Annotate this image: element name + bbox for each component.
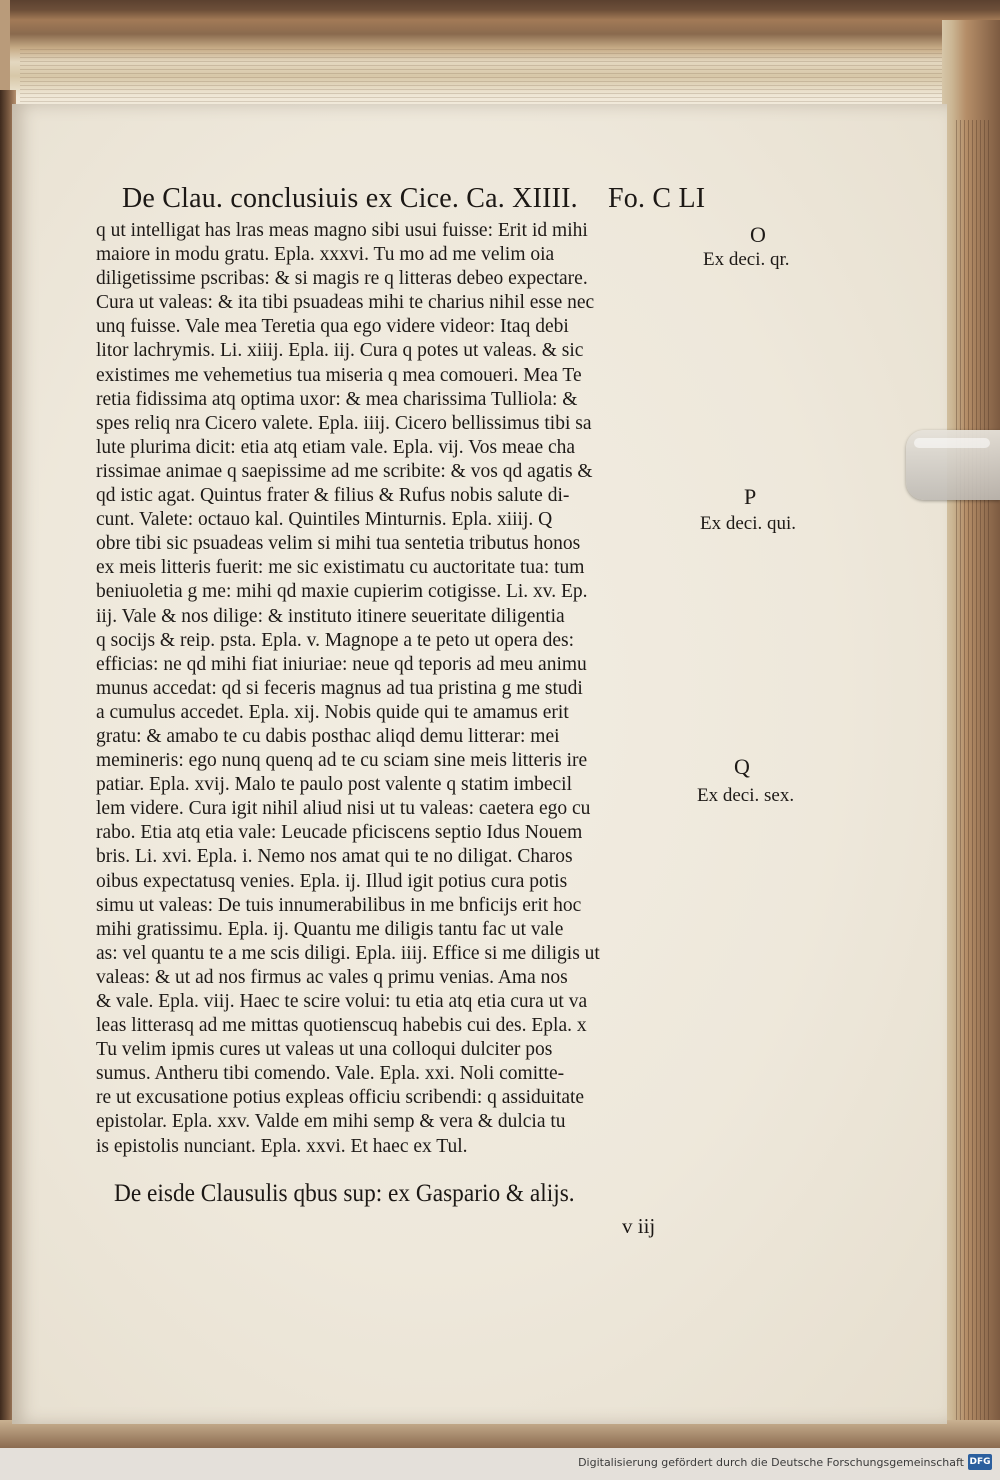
text-line bbox=[96, 556, 716, 580]
text-line-content: valeas: & ut ad nos firmus ac vales q primu venias. Ama nos bbox=[96, 966, 568, 988]
text-line bbox=[96, 870, 716, 894]
text-line-content: ex meis litteris fuerit: me sic existimatu cu auctoritate tua: tum bbox=[96, 557, 585, 579]
text-line-content: obre tibi sic psuadeas velim si mihi tua sentetia tributus honos bbox=[96, 533, 581, 555]
text-line bbox=[96, 990, 716, 1014]
text-line-content: bris. Li. xvi. Epla. i. Nemo nos amat qui te no diligat. Charos bbox=[96, 846, 573, 868]
text-line-content: leas litterasq ad me mittas quotienscuq habebis cui des. Epla. x bbox=[96, 1015, 587, 1037]
text-line bbox=[96, 845, 716, 869]
text-line bbox=[96, 725, 716, 749]
text-line bbox=[96, 1062, 716, 1086]
text-line bbox=[96, 918, 716, 942]
book-bottom-edge bbox=[0, 1420, 1000, 1448]
text-line-content: efficias: ne qd mihi fiat iniuriae: neue qd teporis ad meu animu bbox=[96, 653, 587, 675]
closing-rubric: De eisde Clausulis qbus sup: ex Gaspario & alijs. bbox=[114, 1180, 575, 1207]
text-line-content: retia fidissima atq optima uxor: & mea charissima Tulliola: & bbox=[96, 388, 578, 410]
text-line bbox=[96, 629, 716, 653]
text-line bbox=[96, 243, 716, 267]
page-header bbox=[122, 183, 742, 219]
text-line-content: simu ut valeas: De tuis innumerabilibus in me bnficijs erit hoc bbox=[96, 894, 582, 916]
text-line-content: Cura ut valeas: & ita tibi psuadeas mihi te charius nihil esse nec bbox=[96, 292, 595, 314]
body-text bbox=[96, 219, 716, 1159]
text-line bbox=[96, 267, 716, 291]
text-line bbox=[96, 339, 716, 363]
text-line bbox=[96, 508, 716, 532]
text-line-content: spes reliq nra Cicero valete. Epla. iiij. Cicero bellissimus tibi sa bbox=[96, 412, 592, 434]
running-title: De Clau. conclusiuis ex Cice. Ca. XIIII. bbox=[122, 183, 578, 214]
text-line bbox=[96, 677, 716, 701]
fore-edge-lines bbox=[956, 120, 992, 1420]
text-line bbox=[96, 966, 716, 990]
page-stack-lines bbox=[20, 48, 950, 102]
text-line-content: patiar. Epla. xvij. Malo te paulo post valente q statim imbecil bbox=[96, 774, 573, 796]
text-line bbox=[96, 315, 716, 339]
folio-number: Fo. C LI bbox=[608, 183, 706, 214]
text-line-content: iij. Vale & nos dilige: & instituto itinere seueritate diligentia bbox=[96, 605, 565, 627]
text-line bbox=[96, 773, 716, 797]
page-clip-shine bbox=[914, 438, 990, 448]
text-line bbox=[96, 460, 716, 484]
margin-note-3: Ex deci. sex. bbox=[697, 785, 795, 806]
text-line-content: beniuoletia g me: mihi qd maxie cupierim cotigisse. Li. xv. Ep. bbox=[96, 581, 588, 603]
text-line bbox=[96, 532, 716, 556]
text-line bbox=[96, 605, 716, 629]
dfg-logo: DFG bbox=[968, 1454, 992, 1470]
text-line bbox=[96, 1014, 716, 1038]
text-line bbox=[96, 942, 716, 966]
text-line bbox=[96, 797, 716, 821]
text-line-content: qd istic agat. Quintus frater & filius & Rufus nobis salute di- bbox=[96, 485, 570, 507]
text-line bbox=[96, 1110, 716, 1134]
text-line bbox=[96, 412, 716, 436]
text-line-content: q ut intelligat has lras meas magno sibi usui fuisse: Erit id mihi bbox=[96, 220, 588, 241]
text-line bbox=[96, 1135, 716, 1159]
text-line bbox=[96, 1086, 716, 1110]
text-line-content: Tu velim ipmis cures ut valeas ut una colloqui dulciter pos bbox=[96, 1039, 553, 1061]
text-line-content: memineris: ego nunq quenq ad te cu sciam sine meis litteris ire bbox=[96, 750, 588, 772]
text-line bbox=[96, 580, 716, 604]
margin-marker-q: Q bbox=[734, 754, 750, 779]
footer-credit: Digitalisierung gefördert durch die Deutsche Forschungsgemeinschaft bbox=[578, 1456, 964, 1469]
margin-marker-p: P bbox=[744, 484, 757, 509]
text-line bbox=[96, 749, 716, 773]
text-line bbox=[96, 653, 716, 677]
text-line-content: rissimae animae q saepissime ad me scribite: & vos qd agatis & bbox=[96, 460, 593, 482]
text-line bbox=[96, 701, 716, 725]
text-line-content: munus accedat: qd si feceris magnus ad tua pristina g me studi bbox=[96, 677, 583, 699]
text-line-content: litor lachrymis. Li. xiiij. Epla. iij. Cura q potes ut valeas. & sic bbox=[96, 340, 584, 362]
text-line-content: cunt. Valete: octauo kal. Quintiles Minturnis. Epla. xiiij. Q bbox=[96, 509, 553, 531]
margin-marker-o: O bbox=[750, 222, 766, 247]
margin-note-1: Ex deci. qr. bbox=[703, 249, 790, 270]
text-line-content: as: vel quantu te a me scis diligi. Epla. iiij. Effice si me diligis ut bbox=[96, 942, 600, 964]
text-line-content: rabo. Etia atq etia vale: Leucade pficiscens septio Idus Nouem bbox=[96, 822, 583, 844]
text-line-content: is epistolis nunciant. Epla. xxvi. Et haec ex Tul. bbox=[96, 1135, 468, 1157]
text-line bbox=[96, 821, 716, 845]
text-line bbox=[96, 1038, 716, 1062]
text-line-content: diligetissime pscribas: & si magis re q litteras debeo expectare. bbox=[96, 268, 588, 290]
signature-mark: v iij bbox=[622, 1214, 656, 1238]
text-line-content: lute plurima dicit: etia atq etiam vale. Epla. vij. Vos meae cha bbox=[96, 436, 576, 458]
text-line-content: maiore in modu gratu. Epla. xxxvi. Tu mo ad me velim oia bbox=[96, 244, 555, 266]
text-line-content: mihi gratissimu. Epla. ij. Quantu me diligis tantu fac ut vale bbox=[96, 918, 564, 940]
text-line-content: q socijs & reip. psta. Epla. v. Magnope a te peto ut opera des: bbox=[96, 629, 574, 651]
text-line-content: lem videre. Cura igit nihil aliud nisi ut tu valeas: caetera ego cu bbox=[96, 798, 591, 820]
text-line-content: unq fuisse. Vale mea Teretia qua ego videre videor: Itaq debi bbox=[96, 316, 569, 338]
margin-note-2: Ex deci. qui. bbox=[700, 513, 797, 534]
text-line bbox=[96, 484, 716, 508]
text-line bbox=[96, 436, 716, 460]
text-line-content: oibus expectatusq venies. Epla. ij. Illud igit potius cura potis bbox=[96, 870, 568, 892]
text-line-content: existimes me vehemetius tua miseria q mea comoueri. Mea Te bbox=[96, 364, 582, 386]
text-line-content: gratu: & amabo te cu dabis posthac aliqd demu litterar: mei bbox=[96, 725, 560, 747]
text-line bbox=[96, 388, 716, 412]
text-line-content: epistolar. Epla. xxv. Valde em mihi semp & vera & dulcia tu bbox=[96, 1111, 566, 1133]
text-line bbox=[96, 219, 716, 243]
text-line-content: & vale. Epla. viij. Haec te scire volui: tu etia atq etia cura ut va bbox=[96, 991, 588, 1012]
text-line bbox=[96, 894, 716, 918]
text-line-content: sumus. Antheru tibi comendo. Vale. Epla. xxi. Noli comitte- bbox=[96, 1063, 565, 1085]
text-line bbox=[96, 291, 716, 315]
text-line-content: re ut excusatione potius expleas officiu scribendi: q assiduitate bbox=[96, 1087, 585, 1109]
text-line-content: a cumulus accedet. Epla. xij. Nobis quide qui te amamus erit bbox=[96, 701, 569, 723]
text-line bbox=[96, 364, 716, 388]
